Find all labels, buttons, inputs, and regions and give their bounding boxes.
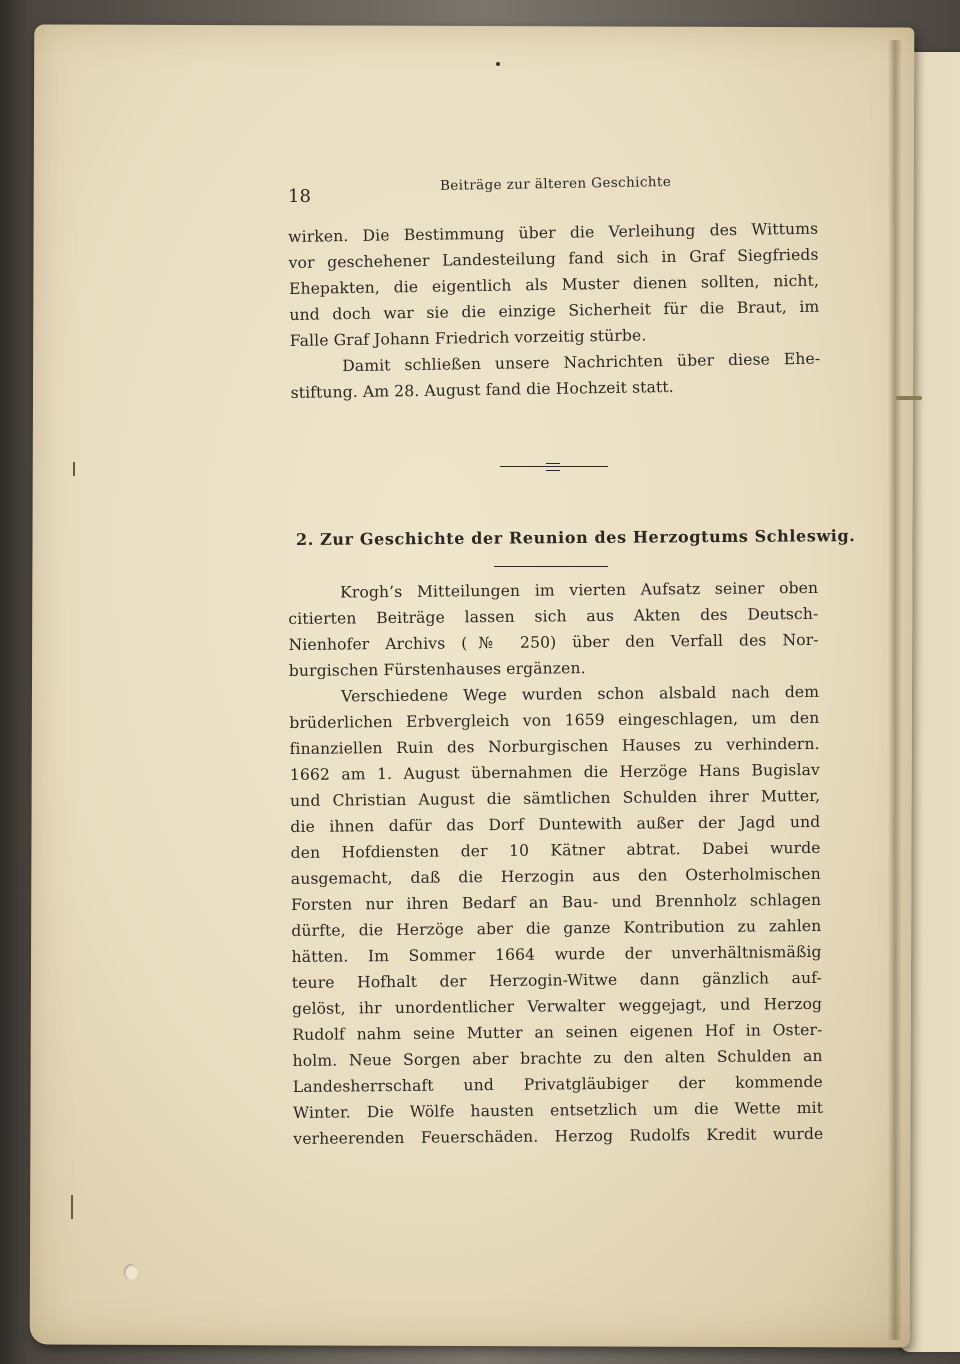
text-line: vor geschehener Landesteilung fand sich in Graf Siegfrieds <box>288 245 819 272</box>
text-line: Verschiedene Wege wurden schon alsbald nach dem <box>341 682 820 706</box>
text-line: hätten. Im Sommer 1664 wurde der unverhältnismäßig <box>291 942 822 966</box>
text-line: stiftung. Am 28. August fand die Hochzeit statt. <box>290 377 674 402</box>
text-line: finanziellen Ruin des Norburgischen Hauses zu verhindern. <box>289 734 820 758</box>
text-block-main <box>288 575 823 1152</box>
text-block-top <box>288 216 821 406</box>
text-line: Forsten nur ihren Bedarf an Bau- und Brennholz schlagen <box>291 890 822 914</box>
text-line: Winter. Die Wölfe hausten entsetzlich um die Wette mit <box>293 1098 824 1122</box>
text-line: burgischen Fürstenhauses ergänzen. <box>288 659 586 680</box>
binding-thread <box>896 396 922 400</box>
heading-rule <box>494 566 608 567</box>
text-line: wirken. Die Bestimmung über die Verleihung des Wittums <box>288 219 819 246</box>
text-line: und doch war sie die einzige Sicherheit für die Braut, im <box>289 297 820 324</box>
text-line: verheerenden Feuerschäden. Herzog Rudolfs Kredit wurde <box>293 1124 824 1148</box>
text-line: teure Hofhalt der Herzogin-Witwe dann gänzlich auf- <box>291 968 822 992</box>
running-head: Beiträge zur älteren Geschichte <box>439 173 672 194</box>
text-line: holm. Neue Sorgen aber brachte zu den alten Schulden an <box>292 1046 823 1070</box>
paper-mark <box>73 462 75 476</box>
text-line: und Christian August die sämtlichen Schulden ihrer Mutter, <box>290 786 821 810</box>
text-line: Ehepakten, die eigentlich als Muster dienen sollten, nicht, <box>288 271 820 298</box>
text-line: Rudolf nahm seine Mutter an seinen eigenen Hof in Oster- <box>292 1020 823 1044</box>
ink-speck <box>496 62 500 66</box>
text-line: citierten Beiträge lassen sich aus Akten des Deutsch- <box>288 604 819 628</box>
text-line: gelöst, ihr unordentlicher Verwalter weggejagt, und Herzog <box>292 994 823 1018</box>
text-line: Nienhofer Archivs (№ 250) über den Verfall des Nor- <box>288 630 819 654</box>
text-line: Damit schließen unsere Nachrichten über diese Ehe- <box>342 349 821 376</box>
text-line: Landesherrschaft und Privatgläubiger der kommende <box>292 1072 823 1096</box>
binding-gutter <box>888 40 902 1340</box>
section-heading: 2. Zur Geschichte der Reunion des Herzogtums Schleswig. <box>295 526 856 549</box>
paper-hole <box>124 1264 138 1280</box>
text-line: Falle Graf Johann Friedrich vorzeitig stürbe. <box>289 326 647 350</box>
text-line: Krogh’s Mitteilungen im vierten Aufsatz seiner oben <box>340 578 819 602</box>
text-line: dürfte, die Herzöge aber die ganze Kontribution zu zahlen <box>291 916 822 940</box>
page-number: 18 <box>288 186 311 207</box>
divider-ornament <box>546 463 560 471</box>
text-line: brüderlichen Erbvergleich von 1659 eingeschlagen, um den <box>289 708 820 732</box>
text-line: 1662 am 1. August übernahmen die Herzöge Hans Bugislav <box>289 760 820 784</box>
text-line: den Hofdiensten der 10 Kätner abtrat. Dabei wurde <box>290 838 821 862</box>
text-line: die ihnen dafür das Dorf Duntewith außer der Jagd und <box>290 812 821 836</box>
paper-mark <box>71 1195 73 1219</box>
text-line: ausgemacht, daß die Herzogin aus den Osterholmischen <box>290 864 821 888</box>
